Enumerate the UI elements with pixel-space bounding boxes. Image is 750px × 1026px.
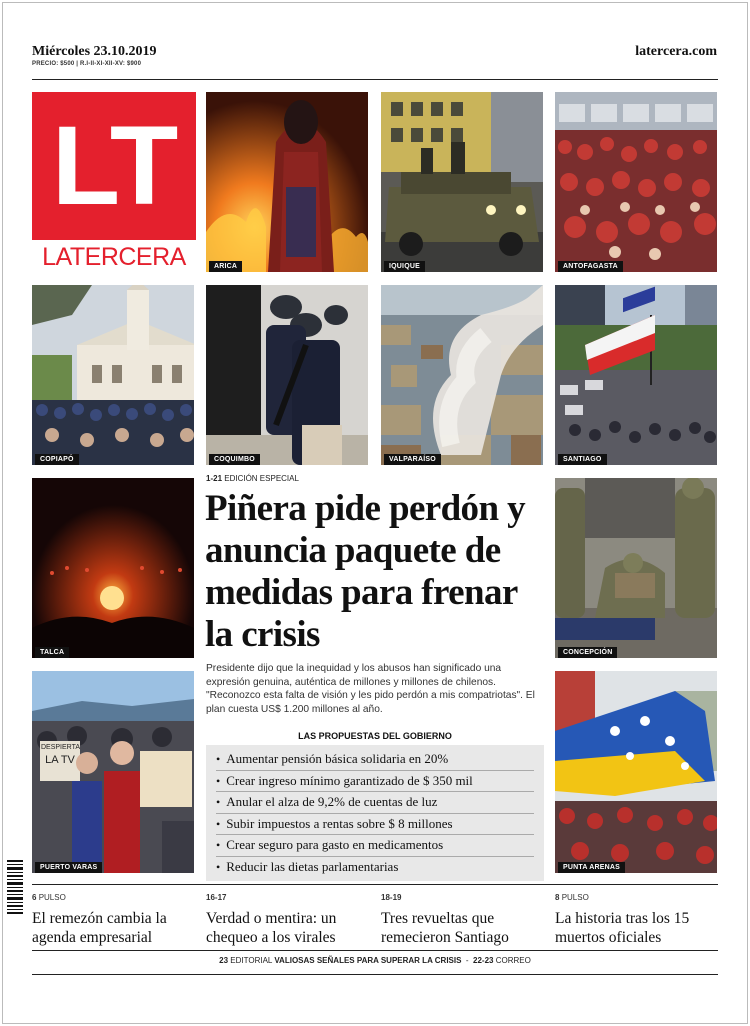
photo-talca: [32, 478, 194, 658]
footer-mail-label: CORREO: [495, 956, 531, 965]
photo-caption: PUNTA ARENAS: [558, 862, 625, 873]
proposal-item: • Crear ingreso mínimo garantizado de $ 350 mil: [216, 771, 534, 793]
lead-headline[interactable]: Piñera pide perdón y anuncia paquete de medidas para frenar la crisis: [205, 488, 525, 655]
photo-caption: CONCEPCIÓN: [558, 647, 617, 658]
photo-copiapo: [32, 285, 194, 465]
story-title[interactable]: El remezón cambia la agenda empresarial: [32, 910, 167, 946]
photo-caption: ARICA: [209, 261, 242, 272]
story-teaser[interactable]: [555, 893, 720, 947]
footer-top-rule: [32, 950, 718, 951]
masthead-logo: [32, 92, 196, 272]
proposals-box: [206, 727, 544, 881]
photo-caption: SANTIAGO: [558, 454, 607, 465]
proposal-item: • Aumentar pensión básica solidaria en 20%: [216, 749, 534, 771]
proposals-title: LAS PROPUESTAS DEL GOBIERNO: [298, 731, 452, 741]
proposal-item: • Crear seguro para gasto en medicamentos: [216, 835, 534, 857]
proposals-list: [206, 745, 544, 881]
story-section: [381, 893, 546, 905]
story-teaser[interactable]: [32, 893, 197, 947]
photo-caption: COQUIMBO: [209, 454, 260, 465]
logo-letters: LT: [51, 103, 177, 228]
story-page: 8: [555, 893, 560, 902]
photo-caption: VALPARAÍSO: [384, 454, 441, 465]
story-section-label: PULSO: [561, 893, 589, 902]
photo-puerto-varas: [32, 671, 194, 873]
photo-caption: IQUIQUE: [384, 261, 425, 272]
protest-sign-left: [41, 743, 79, 767]
header-rule: [32, 79, 718, 80]
kicker-pages: 1-21: [206, 474, 223, 483]
photo-punta-arenas: [555, 671, 717, 873]
story-title[interactable]: Verdad o mentira: un chequeo a los virales: [206, 910, 337, 946]
footer-editorial-label: EDITORIAL: [230, 956, 273, 965]
photo-iquique: [381, 92, 543, 272]
photo-caption: PUERTO VARAS: [35, 862, 102, 873]
story-section-label: PULSO: [38, 893, 66, 902]
story-page: 16-17: [206, 893, 227, 902]
story-teaser[interactable]: [381, 893, 546, 947]
logo-red-box: [32, 92, 196, 240]
photo-santiago: [555, 285, 717, 465]
site-url[interactable]: latercera.com: [635, 44, 717, 59]
stories-top-rule: [32, 884, 718, 885]
photo-caption: TALCA: [35, 647, 69, 658]
barcode-icon: [6, 858, 24, 916]
lead-lede: Presidente dijo que la inequidad y los abusos han significado una expresión genuina, auténtica de millones y millones de chilenos. "Reconozco esta falta de visión y les pido perdón a mis compatriotas". El plan cuesta US$ 1.200 millones al año.: [206, 663, 535, 715]
photo-concepcion: [555, 478, 717, 658]
photo-arica: [206, 92, 368, 272]
protest-sign-line: DESPIERTA: [41, 744, 81, 751]
logo-wordmark: LATERCERA: [42, 243, 186, 271]
footer-bottom-rule: [32, 974, 718, 975]
footer-index: 23 EDITORIAL VALIOSAS SEÑALES PARA SUPERAR LA CRISIS - 22-23 CORREO: [219, 956, 531, 965]
proposal-item: • Subir impuestos a rentas sobre $ 8 millones: [216, 814, 534, 836]
story-title[interactable]: Tres revueltas que remecieron Santiago: [381, 910, 509, 946]
photo-caption: ANTOFAGASTA: [558, 261, 623, 272]
photo-valparaiso: [381, 285, 543, 465]
proposal-item: • Reducir las dietas parlamentarias: [216, 857, 534, 878]
photo-caption: COPIAPÓ: [35, 454, 79, 465]
story-section: [555, 893, 720, 905]
footer-editorial-title[interactable]: VALIOSAS SEÑALES PARA SUPERAR LA CRISIS: [274, 956, 462, 965]
photo-coquimbo: [206, 285, 368, 465]
footer-mail-pages: 22-23: [473, 956, 494, 965]
edition-price: PRECIO: $500 | R.I-II-XI-XII-XV: $900: [32, 61, 142, 67]
story-section: [32, 893, 197, 905]
kicker-label: EDICIÓN ESPECIAL: [224, 474, 299, 483]
proposal-item: • Anular el alza de 9,2% de cuentas de luz: [216, 792, 534, 814]
story-teaser[interactable]: [206, 893, 371, 947]
story-title[interactable]: La historia tras los 15 muertos oficiales: [555, 910, 690, 946]
edition-date: Miércoles 23.10.2019: [32, 44, 157, 59]
story-page: 6: [32, 893, 37, 902]
story-page: 18-19: [381, 893, 402, 902]
protest-sign-line: LA TV: [45, 754, 75, 766]
footer-editorial-page: 23: [219, 956, 229, 965]
story-section: [206, 893, 371, 905]
lead-kicker: [206, 474, 299, 483]
photo-antofagasta: [555, 92, 717, 272]
